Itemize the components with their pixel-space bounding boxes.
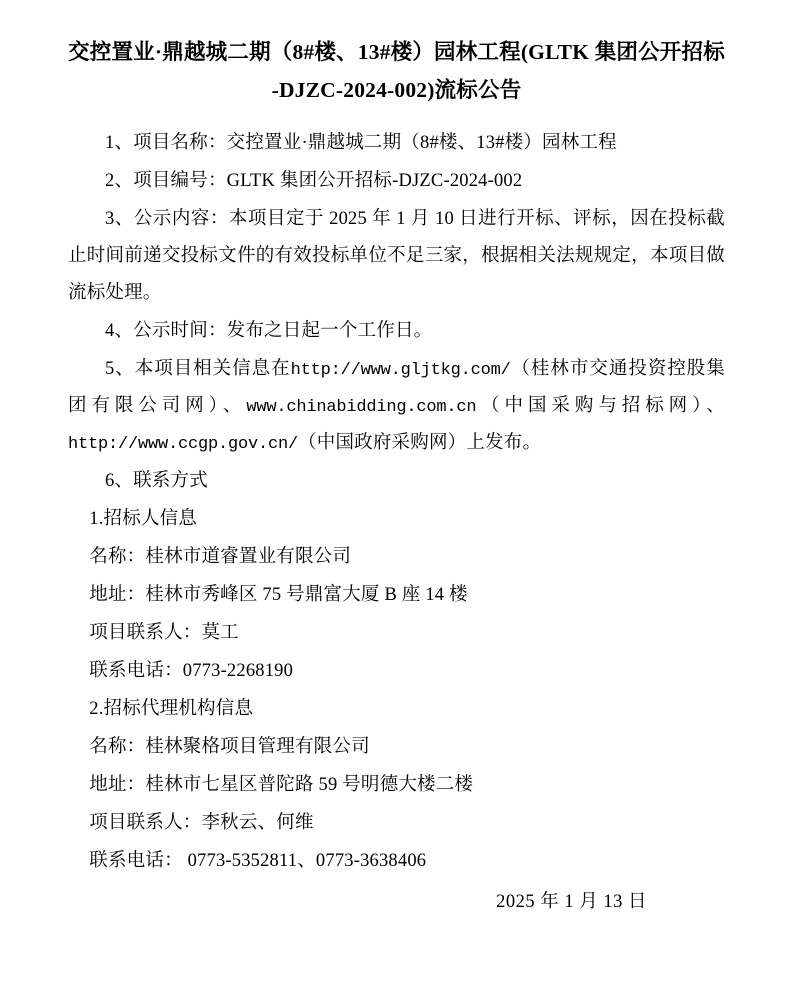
paragraph-project-number: 2、项目编号：GLTK 集团公开招标-DJZC-2024-002 [105, 171, 523, 192]
publish-prefix: 5、本项目相关信息在 [105, 359, 291, 380]
page-title [68, 34, 725, 109]
tenderee-name: 名称：桂林市道睿置业有限公司 [89, 547, 352, 568]
paragraph-announcement-period: 4、公示时间：发布之日起一个工作日。 [105, 321, 433, 342]
paragraph-project-name: 1、项目名称：交控置业·鼎越城二期（8#楼、13#楼）园林工程 [105, 133, 617, 154]
tenderee-address: 地址：桂林市秀峰区 75 号鼎富大厦 B 座 14 楼 [89, 585, 468, 606]
tenderee-contact-person: 项目联系人：莫工 [89, 623, 239, 644]
publish-url-chinabidding: www.chinabidding.com.cn [246, 398, 477, 418]
agency-name: 名称：桂林聚格项目管理有限公司 [89, 737, 370, 758]
agency-address: 地址：桂林市七星区普陀路 59 号明德大楼二楼 [89, 775, 474, 796]
agency-phone: 联系电话： 0773-5352811、0773-3638406 [89, 851, 427, 872]
paragraph-publish-info [68, 351, 725, 462]
document-body [68, 125, 725, 921]
paragraph-announcement-content: 3、公示内容：本项目定于 2025 年 1 月 10 日进行开标、评标，因在投标截止时间前递交投标文件的有效投标单位不足三家，根据相关法规规定，本项目做流标处理。 [68, 209, 725, 304]
publish-url-gljtkg: http://www.gljtkg.com/ [290, 361, 511, 381]
page-title-line-2: -DJZC-2024-002)流标公告 [271, 77, 522, 102]
publish-url-ccgp: http://www.ccgp.gov.cn/ [68, 435, 299, 455]
publish-mid-1: （桂林市交通投资控股集团有限公司网）、 [68, 359, 725, 417]
tenderee-phone: 联系电话：0773-2268190 [89, 661, 294, 682]
agency-section-label: 2.招标代理机构信息 [89, 699, 254, 720]
tenderee-section-label: 1.招标人信息 [89, 509, 198, 530]
document-date: 2025 年 1 月 13 日 [496, 892, 647, 913]
publish-mid-2: （中国采购与招标网）、 [476, 396, 725, 417]
agency-contact-person: 项目联系人：李秋云、何维 [89, 813, 314, 834]
page-title-line-1: 交控置业·鼎越城二期（8#楼、13#楼）园林工程(GLTK 集团公开招标 [68, 40, 725, 64]
publish-suffix: （中国政府采购网）上发布。 [298, 433, 542, 454]
paragraph-contact-heading: 6、联系方式 [105, 471, 208, 492]
